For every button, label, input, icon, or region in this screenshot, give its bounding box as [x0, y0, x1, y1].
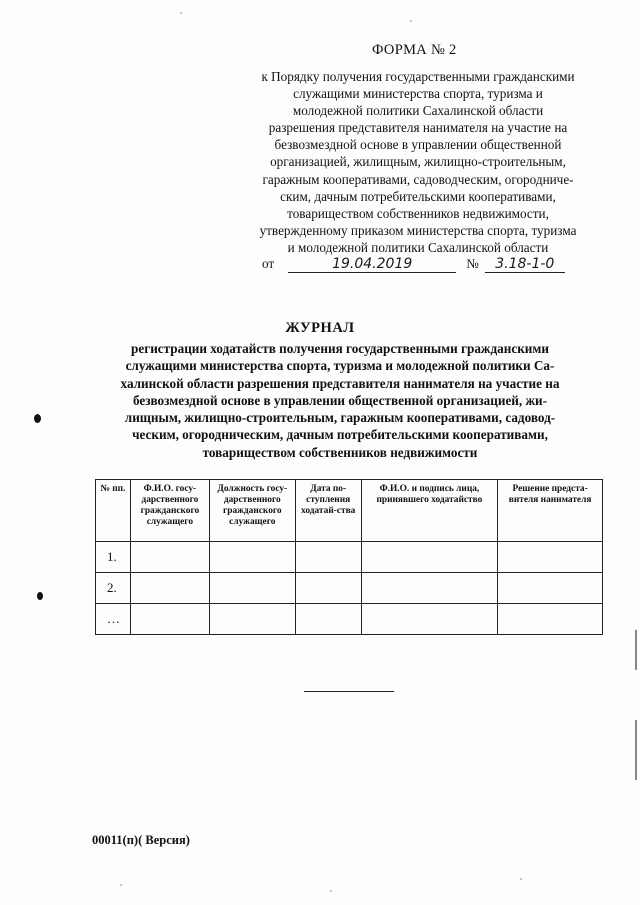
table-cell: 1.: [96, 542, 131, 573]
table-cell: 2.: [96, 573, 131, 604]
scan-speck: [520, 878, 522, 880]
table-cell: [361, 604, 498, 635]
table-cell: [498, 573, 603, 604]
scan-speck: [410, 20, 412, 22]
header-line: разрешения представителя нанимателя на участие на: [268, 120, 568, 136]
header-cell-employee-position: Должность госу-дарственного гражданского служащего: [209, 480, 295, 542]
scan-speck: [180, 12, 182, 14]
header-line: гаражным кооперативами, садоводческим, огородниче-: [262, 171, 574, 187]
header-line: и молодежной политики Сахалинской области: [287, 239, 549, 255]
scan-edge-mark: [635, 720, 637, 780]
journal-subtitle-line: халинской области разрешения представителя нанимателя на участие на: [120, 375, 560, 391]
table-cell: [498, 604, 603, 635]
header-cell-number: № пп.: [96, 480, 131, 542]
table-cell: [209, 573, 295, 604]
table-cell: [130, 604, 209, 635]
order-reference-block: [218, 68, 618, 256]
journal-subtitle-line: регистрации ходатайств получения государственными гражданскими: [131, 341, 549, 356]
table-row: [96, 542, 603, 573]
table-cell: [130, 542, 209, 573]
header-cell-employee-name: Ф.И.О. госу-дарственного гражданского служащего: [130, 480, 209, 542]
handwritten-date: 19.04.2019: [288, 257, 456, 273]
header-cell-receipt-date: Дата по-ступления ходатай-ства: [295, 480, 361, 542]
journal-subtitle-line: товариществом собственников недвижимости: [202, 444, 478, 460]
table-cell: [130, 573, 209, 604]
table-cell: [498, 542, 603, 573]
journal-subtitle-line: лищным, жилищно-строительным, гаражным кооперативами, садовод-: [124, 410, 556, 426]
table-cell: [295, 542, 361, 573]
separator-line: [304, 691, 394, 692]
registration-journal-table: [95, 479, 603, 635]
number-label: №: [466, 256, 479, 271]
ink-blot-mark: [34, 414, 41, 423]
table-row: [96, 573, 603, 604]
scan-edge-mark: [635, 630, 637, 670]
table-row: [96, 604, 603, 635]
journal-title: ЖУРНАЛ: [285, 320, 355, 336]
journal-subtitle-line: безвозмездной основе в управлении общественной организацией, жи-: [132, 392, 548, 408]
header-cell-employer-decision: Решение предста-вителя нанимателя: [498, 480, 603, 542]
header-line: безвозмездной основе в управлении общественной: [274, 137, 562, 153]
ink-blot-mark: [37, 592, 43, 600]
header-line: утвержденному приказом министерства спорта, туризма: [259, 222, 577, 238]
journal-subtitle: [80, 340, 600, 461]
header-line: ским, дачным потребительскими кооперативами,: [280, 188, 556, 204]
scan-speck: [330, 890, 332, 892]
handwritten-number: 3.18-1-0: [485, 257, 565, 273]
journal-subtitle-line: служащими министерства спорта, туризма и молодежной политики Са-: [125, 358, 555, 374]
header-cell-receiver-name-signature: Ф.И.О. и подпись лица, принявшего ходатайство: [361, 480, 498, 542]
table-cell: …: [96, 604, 131, 635]
journal-subtitle-line: ческим, огородническим, дачным потребительскими кооперативами,: [132, 427, 548, 443]
table-cell: [361, 573, 498, 604]
scan-speck: [120, 884, 122, 886]
form-number-title: ФОРМА № 2: [372, 42, 457, 58]
table-header-row: [96, 480, 603, 542]
header-line: служащими министерства спорта, туризма и: [293, 86, 543, 102]
header-line: молодежной политики Сахалинской области: [292, 103, 544, 119]
document-code: 00011(п)( Версия): [92, 833, 190, 847]
table-cell: [295, 604, 361, 635]
table-cell: [361, 542, 498, 573]
table-cell: [209, 542, 295, 573]
order-date-number-line: [262, 256, 565, 273]
from-label: от: [262, 256, 275, 271]
table-cell: [209, 604, 295, 635]
header-line: товариществом собственников недвижимости,: [287, 205, 549, 221]
header-line: к Порядку получения государственными гражданскими: [261, 69, 575, 84]
table-cell: [295, 573, 361, 604]
header-line: организацией, жилищным, жилищно-строительным,: [270, 154, 566, 170]
